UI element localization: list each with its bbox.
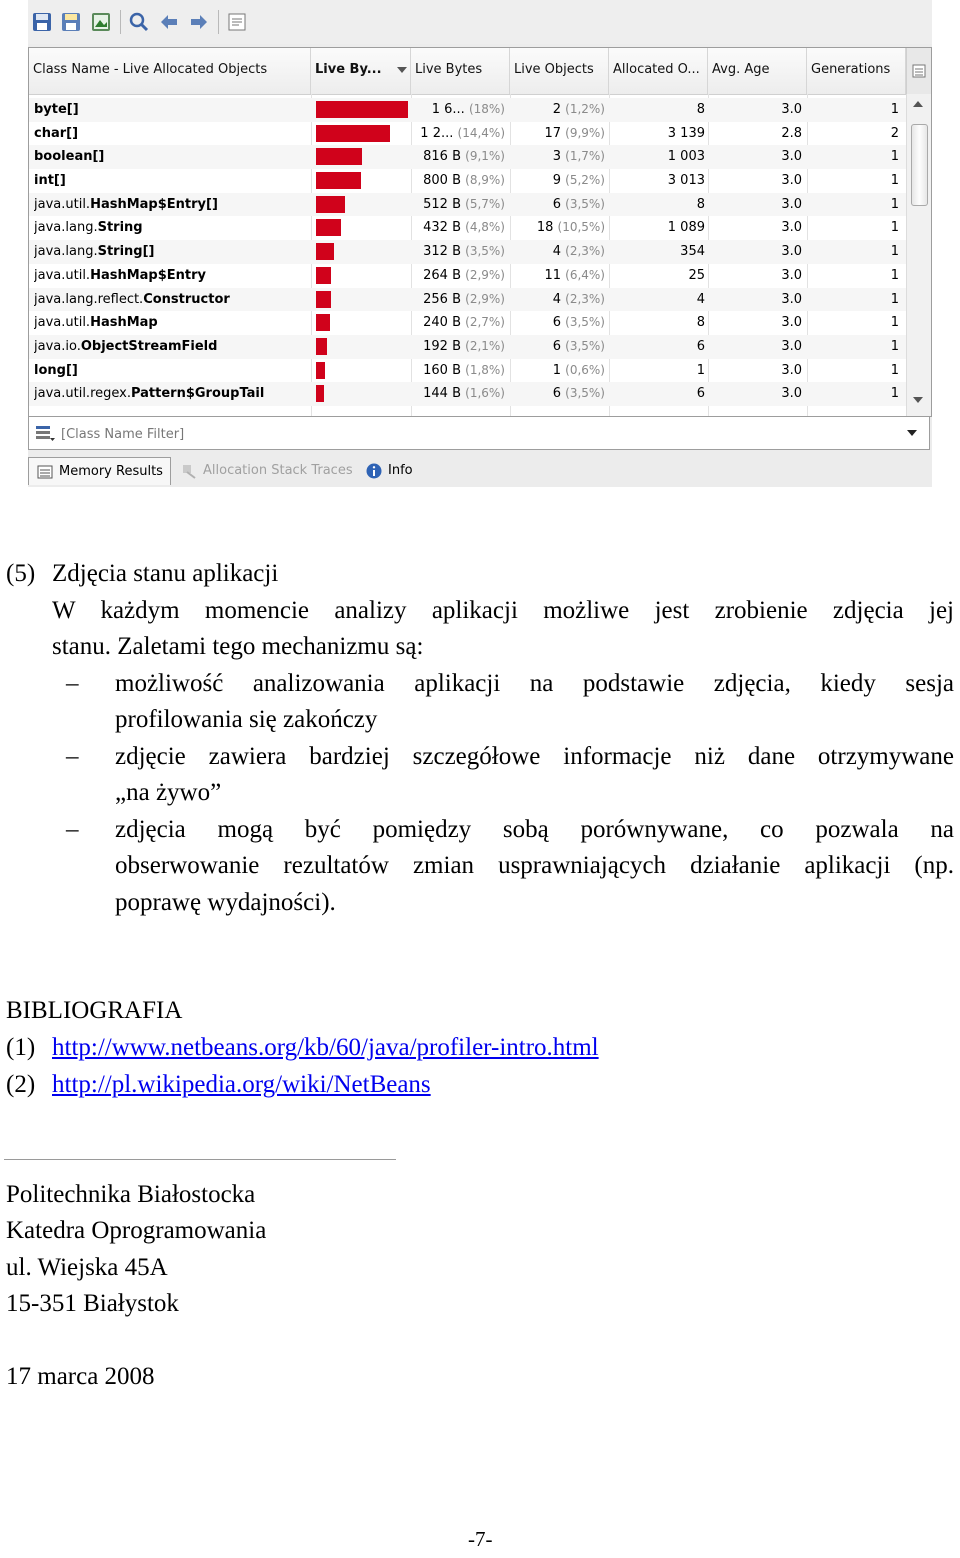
live-bytes-bar-cell [316, 193, 414, 216]
table-row[interactable] [29, 169, 906, 193]
live-bytes-value: 1 6... [431, 102, 465, 117]
live-bytes-percent: (8,9%) [465, 173, 505, 188]
class-name: HashMap$Entry[] [90, 196, 218, 212]
live-objects-percent: (2,3%) [565, 291, 605, 306]
class-name-cell [34, 216, 309, 239]
live-bytes-bar [316, 362, 325, 379]
live-bytes-bar-cell [316, 311, 414, 334]
column-header-live-objects[interactable]: Live Objects [510, 48, 609, 94]
live-objects-cell [509, 264, 605, 287]
tab-label: Info [388, 463, 413, 478]
generations-cell: 1 [890, 315, 899, 331]
tab-allocation-stack-traces[interactable] [173, 457, 356, 485]
table-body [29, 98, 906, 406]
class-name: Pattern$GroupTail [130, 386, 265, 402]
table-row[interactable] [29, 98, 906, 122]
live-bytes-percent: (9,1%) [465, 149, 505, 164]
live-bytes-value: 816 B [423, 149, 461, 165]
package-name: java.util. [34, 196, 91, 212]
allocated-objects-cell: 4 [696, 291, 705, 307]
live-objects-cell [509, 311, 605, 334]
toolbar-separator [120, 10, 121, 34]
live-bytes-cell [409, 169, 505, 192]
live-objects-value: 1 [552, 362, 561, 378]
live-bytes-cell [409, 216, 505, 239]
bullet-dash: – [66, 816, 79, 843]
generations-cell: 1 [890, 291, 899, 307]
live-objects-percent: (9,9%) [565, 125, 605, 140]
live-objects-value: 3 [552, 149, 561, 165]
live-bytes-cell [409, 240, 505, 263]
allocated-objects-cell: 8 [696, 315, 705, 331]
column-list-icon [912, 64, 926, 78]
allocated-objects-cell: 3 013 [667, 173, 705, 189]
class-name-cell [34, 359, 309, 382]
table-row[interactable] [29, 240, 906, 264]
column-header-allocated-objects[interactable]: Allocated O... [609, 48, 708, 94]
footer-line: ul. Wiejska 45A [6, 1254, 168, 1281]
live-bytes-value: 312 B [423, 244, 461, 260]
live-bytes-value: 800 B [423, 173, 461, 189]
stack-traces-icon [181, 463, 197, 479]
live-bytes-cell [409, 359, 505, 382]
live-objects-cell [509, 145, 605, 168]
filter-type-icon[interactable] [35, 424, 55, 442]
allocated-objects-cell: 1 003 [667, 149, 705, 165]
class-name-cell [34, 193, 309, 216]
table-row[interactable] [29, 216, 906, 240]
package-name: java.lang. [34, 244, 98, 260]
export-image-icon[interactable] [90, 11, 112, 33]
live-bytes-bar-cell [316, 122, 414, 145]
class-name: int[] [34, 173, 66, 189]
live-objects-cell [509, 359, 605, 382]
live-bytes-percent: (4,8%) [465, 220, 505, 235]
avg-age-cell: 3.0 [781, 267, 802, 283]
find-previous-icon[interactable] [158, 11, 180, 33]
table-row[interactable] [29, 382, 906, 406]
live-objects-value: 11 [544, 267, 561, 283]
allocated-objects-cell: 8 [696, 102, 705, 117]
paragraph-line: W każdym momencie analizy aplikacji możliwe jest zrobienie zdjęcia jej [52, 597, 954, 624]
class-name-cell [34, 169, 309, 192]
tab-label: Memory Results [59, 464, 163, 479]
live-objects-percent: (3,5%) [565, 386, 605, 401]
avg-age-cell: 3.0 [781, 196, 802, 212]
avg-age-cell: 3.0 [781, 220, 802, 236]
avg-age-cell: 3.0 [781, 362, 802, 378]
class-name: boolean[] [34, 149, 105, 165]
profiler-toolbar [28, 0, 932, 44]
column-header-live-bytes[interactable]: Live Bytes [411, 48, 510, 94]
live-bytes-cell [409, 145, 505, 168]
live-objects-percent: (0,6%) [565, 362, 605, 377]
bullet-line: obserwowanie rezultatów zmian usprawniających działanie aplikacji (np. [115, 852, 954, 879]
avg-age-cell: 3.0 [781, 244, 802, 260]
table-row[interactable] [29, 264, 906, 288]
allocated-objects-cell: 354 [680, 244, 705, 260]
reference-number: (1) [6, 1034, 36, 1061]
live-objects-value: 17 [544, 125, 561, 141]
document-date: 17 marca 2008 [6, 1363, 155, 1390]
live-bytes-bar [316, 267, 331, 284]
class-name-cell [34, 122, 309, 145]
live-bytes-bar-cell [316, 335, 414, 358]
tab-label: Allocation Stack Traces [203, 463, 353, 478]
live-bytes-value: 264 B [423, 267, 461, 283]
class-name-cell [34, 264, 309, 287]
table-row[interactable] [29, 311, 906, 335]
live-bytes-percent: (2,1%) [465, 338, 505, 353]
tab-info[interactable] [358, 457, 420, 485]
generations-cell: 1 [890, 220, 899, 236]
live-bytes-bar-cell [316, 288, 414, 311]
live-bytes-value: 432 B [423, 220, 461, 236]
live-bytes-value: 240 B [423, 315, 461, 331]
live-objects-cell [509, 335, 605, 358]
live-bytes-bar-cell [316, 240, 414, 263]
live-bytes-bar [316, 385, 324, 402]
page-number: -7- [468, 1527, 493, 1551]
bullet-line: zdjęcie zawiera bardziej szczegółowe informacje niż dane otrzymywane [115, 743, 954, 770]
generations-cell: 1 [890, 244, 899, 260]
live-objects-cell [509, 193, 605, 216]
live-objects-table [28, 47, 932, 417]
live-bytes-value: 512 B [423, 196, 461, 212]
live-objects-cell [509, 216, 605, 239]
table-row[interactable] [29, 335, 906, 359]
live-bytes-value: 144 B [423, 386, 461, 402]
live-bytes-cell [409, 288, 505, 311]
class-name-cell [34, 98, 309, 121]
class-name: HashMap$Entry [90, 267, 207, 283]
live-bytes-bar-cell [316, 216, 414, 239]
live-objects-percent: (1,2%) [565, 102, 605, 116]
class-name: byte[] [34, 102, 79, 117]
results-tabs [28, 455, 932, 487]
column-header-live-bytes-bar[interactable]: Live By... [311, 48, 411, 94]
live-objects-value: 4 [552, 291, 561, 307]
chevron-down-icon[interactable] [907, 430, 917, 437]
live-bytes-bar [316, 101, 408, 118]
table-row[interactable] [29, 193, 906, 217]
table-row[interactable] [29, 122, 906, 146]
live-objects-percent: (2,3%) [565, 244, 605, 259]
class-name: long[] [34, 362, 78, 378]
info-icon [366, 463, 382, 479]
live-bytes-bar-cell [316, 98, 414, 121]
allocated-objects-cell: 6 [696, 386, 705, 402]
live-objects-percent: (1,7%) [565, 149, 605, 164]
reference-link[interactable]: http://www.netbeans.org/kb/60/java/profiler-intro.html [52, 1034, 599, 1061]
table-row[interactable] [29, 145, 906, 169]
avg-age-cell: 3.0 [781, 338, 802, 354]
package-name: java.lang.reflect. [34, 291, 144, 307]
live-bytes-cell [409, 122, 505, 145]
class-name-cell [34, 311, 309, 334]
reference-number: (2) [6, 1071, 36, 1098]
allocated-objects-cell: 8 [696, 196, 705, 212]
allocated-objects-cell: 1 [696, 362, 705, 378]
live-objects-value: 6 [552, 386, 561, 402]
live-objects-percent: (5,2%) [565, 173, 605, 188]
avg-age-cell: 3.0 [781, 315, 802, 331]
avg-age-cell: 3.0 [781, 102, 802, 117]
allocated-objects-cell: 25 [688, 267, 705, 283]
live-bytes-bar [316, 243, 334, 260]
live-objects-percent: (6,4%) [565, 267, 605, 282]
live-bytes-cell [409, 382, 505, 405]
live-bytes-bar [316, 125, 390, 142]
class-name: String[] [97, 244, 155, 260]
section-number: (5) [6, 560, 36, 587]
live-bytes-bar-cell [316, 264, 414, 287]
table-header [29, 48, 906, 95]
class-name-cell [34, 240, 309, 263]
live-objects-value: 18 [536, 220, 554, 236]
live-bytes-percent: (2,9%) [465, 267, 505, 282]
footer-line: Politechnika Białostocka [6, 1181, 256, 1208]
generations-cell: 1 [890, 102, 899, 117]
avg-age-cell: 3.0 [781, 386, 802, 402]
live-objects-value: 6 [552, 196, 561, 212]
bullet-line: profilowania się zakończy [115, 706, 378, 733]
class-name-cell [34, 145, 309, 168]
bullet-line: poprawę wydajności). [115, 889, 336, 916]
save-as-icon[interactable] [60, 11, 82, 33]
save-snapshot-icon[interactable] [31, 11, 53, 33]
allocated-objects-cell: 3 139 [667, 125, 705, 141]
generations-cell: 1 [890, 267, 899, 283]
package-name: java.io. [34, 338, 81, 354]
live-bytes-bar-cell [316, 359, 414, 382]
column-header-generations[interactable]: Generations [807, 48, 906, 94]
class-name-cell [34, 288, 309, 311]
live-bytes-percent: (1,6%) [465, 386, 505, 401]
generations-cell: 1 [890, 149, 899, 165]
live-objects-value: 6 [552, 338, 561, 354]
live-bytes-cell [409, 311, 505, 334]
package-name: java.util.regex. [34, 386, 131, 402]
class-name: ObjectStreamField [80, 338, 218, 354]
class-name: Constructor [143, 291, 230, 307]
live-bytes-cell [409, 193, 505, 216]
class-name-cell [34, 382, 309, 405]
scroll-down-icon[interactable] [913, 396, 923, 404]
live-bytes-bar [316, 196, 345, 213]
live-bytes-bar [316, 291, 331, 308]
live-bytes-percent: (2,9%) [465, 291, 505, 306]
bullet-dash: – [66, 670, 79, 697]
class-name-cell [34, 335, 309, 358]
live-bytes-percent: (5,7%) [465, 196, 505, 211]
live-bytes-value: 256 B [423, 291, 461, 307]
column-header-avg-age[interactable]: Avg. Age [708, 48, 807, 94]
live-bytes-cell [409, 335, 505, 358]
live-bytes-value: 1 2... [420, 125, 454, 141]
snapshot-info-icon[interactable] [226, 11, 248, 33]
package-name: java.util. [34, 315, 91, 331]
avg-age-cell: 3.0 [781, 291, 802, 307]
class-name-filter-bar [28, 416, 930, 450]
column-selector-button[interactable] [906, 48, 931, 94]
live-bytes-percent: (1,8%) [465, 362, 505, 377]
generations-cell: 1 [890, 173, 899, 189]
live-objects-value: 6 [552, 315, 561, 331]
live-bytes-percent: (3,5%) [465, 244, 505, 259]
live-bytes-bar-cell [316, 145, 414, 168]
vertical-scrollbar[interactable] [906, 94, 931, 416]
tab-memory-results[interactable] [28, 457, 171, 485]
footer-line: Katedra Oprogramowania [6, 1217, 267, 1244]
generations-cell: 1 [890, 338, 899, 354]
live-bytes-bar [316, 148, 362, 165]
find-icon[interactable] [128, 11, 150, 33]
profiler-screenshot [28, 0, 932, 487]
scrollbar-thumb[interactable] [911, 124, 928, 206]
live-bytes-value: 160 B [423, 362, 461, 378]
class-name: String [97, 220, 143, 236]
package-name: java.util. [34, 267, 91, 283]
live-bytes-bar [316, 219, 341, 236]
live-objects-cell [509, 122, 605, 145]
column-header-class-name[interactable]: Class Name - Live Allocated Objects [29, 48, 311, 94]
live-objects-cell [509, 382, 605, 405]
live-objects-value: 4 [552, 244, 561, 260]
live-bytes-bar-cell [316, 169, 414, 192]
live-objects-cell [509, 98, 605, 121]
live-objects-percent: (3,5%) [565, 315, 605, 330]
live-bytes-value: 192 B [423, 338, 461, 354]
find-next-icon[interactable] [188, 11, 210, 33]
table-row[interactable] [29, 359, 906, 383]
live-objects-cell [509, 288, 605, 311]
class-name: char[] [34, 125, 79, 141]
live-objects-value: 2 [552, 102, 561, 117]
bibliography-heading: BIBLIOGRAFIA [6, 997, 183, 1024]
live-bytes-bar [316, 314, 330, 331]
live-objects-cell [509, 240, 605, 263]
live-bytes-percent: (2,7%) [465, 315, 505, 330]
bullet-dash: – [66, 743, 79, 770]
generations-cell: 1 [890, 386, 899, 402]
live-objects-percent: (3,5%) [565, 196, 605, 211]
avg-age-cell: 2.8 [781, 125, 802, 141]
bullet-line: zdjęcia mogą być pomiędzy sobą porównywane, co pozwala na [115, 816, 954, 843]
allocated-objects-cell: 1 089 [667, 220, 705, 236]
class-name: HashMap [90, 315, 158, 331]
table-row[interactable] [29, 288, 906, 312]
avg-age-cell: 3.0 [781, 173, 802, 189]
avg-age-cell: 3.0 [781, 149, 802, 165]
live-bytes-percent: (14,4%) [457, 125, 505, 140]
footer-line: 15-351 Białystok [6, 1290, 179, 1317]
live-bytes-bar [316, 172, 361, 189]
live-bytes-bar-cell [316, 382, 414, 405]
live-bytes-cell [409, 98, 505, 121]
live-objects-percent: (3,5%) [565, 338, 605, 353]
live-objects-value: 9 [552, 173, 561, 189]
toolbar-separator [218, 10, 219, 34]
live-bytes-bar [316, 338, 327, 355]
allocated-objects-cell: 6 [696, 338, 705, 354]
generations-cell: 2 [890, 125, 899, 141]
bullet-line: „na żywo” [115, 779, 222, 806]
paragraph-line: stanu. Zaletami tego mechanizmu są: [52, 633, 424, 660]
sort-descending-icon [397, 67, 407, 73]
class-name-filter-input[interactable] [59, 422, 903, 446]
footnote-divider [4, 1159, 396, 1160]
live-bytes-cell [409, 264, 505, 287]
live-bytes-percent: (18%) [468, 102, 505, 116]
generations-cell: 1 [890, 362, 899, 378]
memory-results-icon [37, 464, 53, 480]
package-name: java.lang. [34, 220, 98, 236]
section-title: Zdjęcia stanu aplikacji [52, 560, 279, 587]
generations-cell: 1 [890, 196, 899, 212]
live-objects-cell [509, 169, 605, 192]
live-objects-percent: (10,5%) [557, 220, 605, 235]
reference-link[interactable]: http://pl.wikipedia.org/wiki/NetBeans [52, 1071, 431, 1098]
scroll-up-icon[interactable] [913, 100, 923, 108]
bullet-line: możliwość analizowania aplikacji na podstawie zdjęcia, kiedy sesja [115, 670, 954, 697]
